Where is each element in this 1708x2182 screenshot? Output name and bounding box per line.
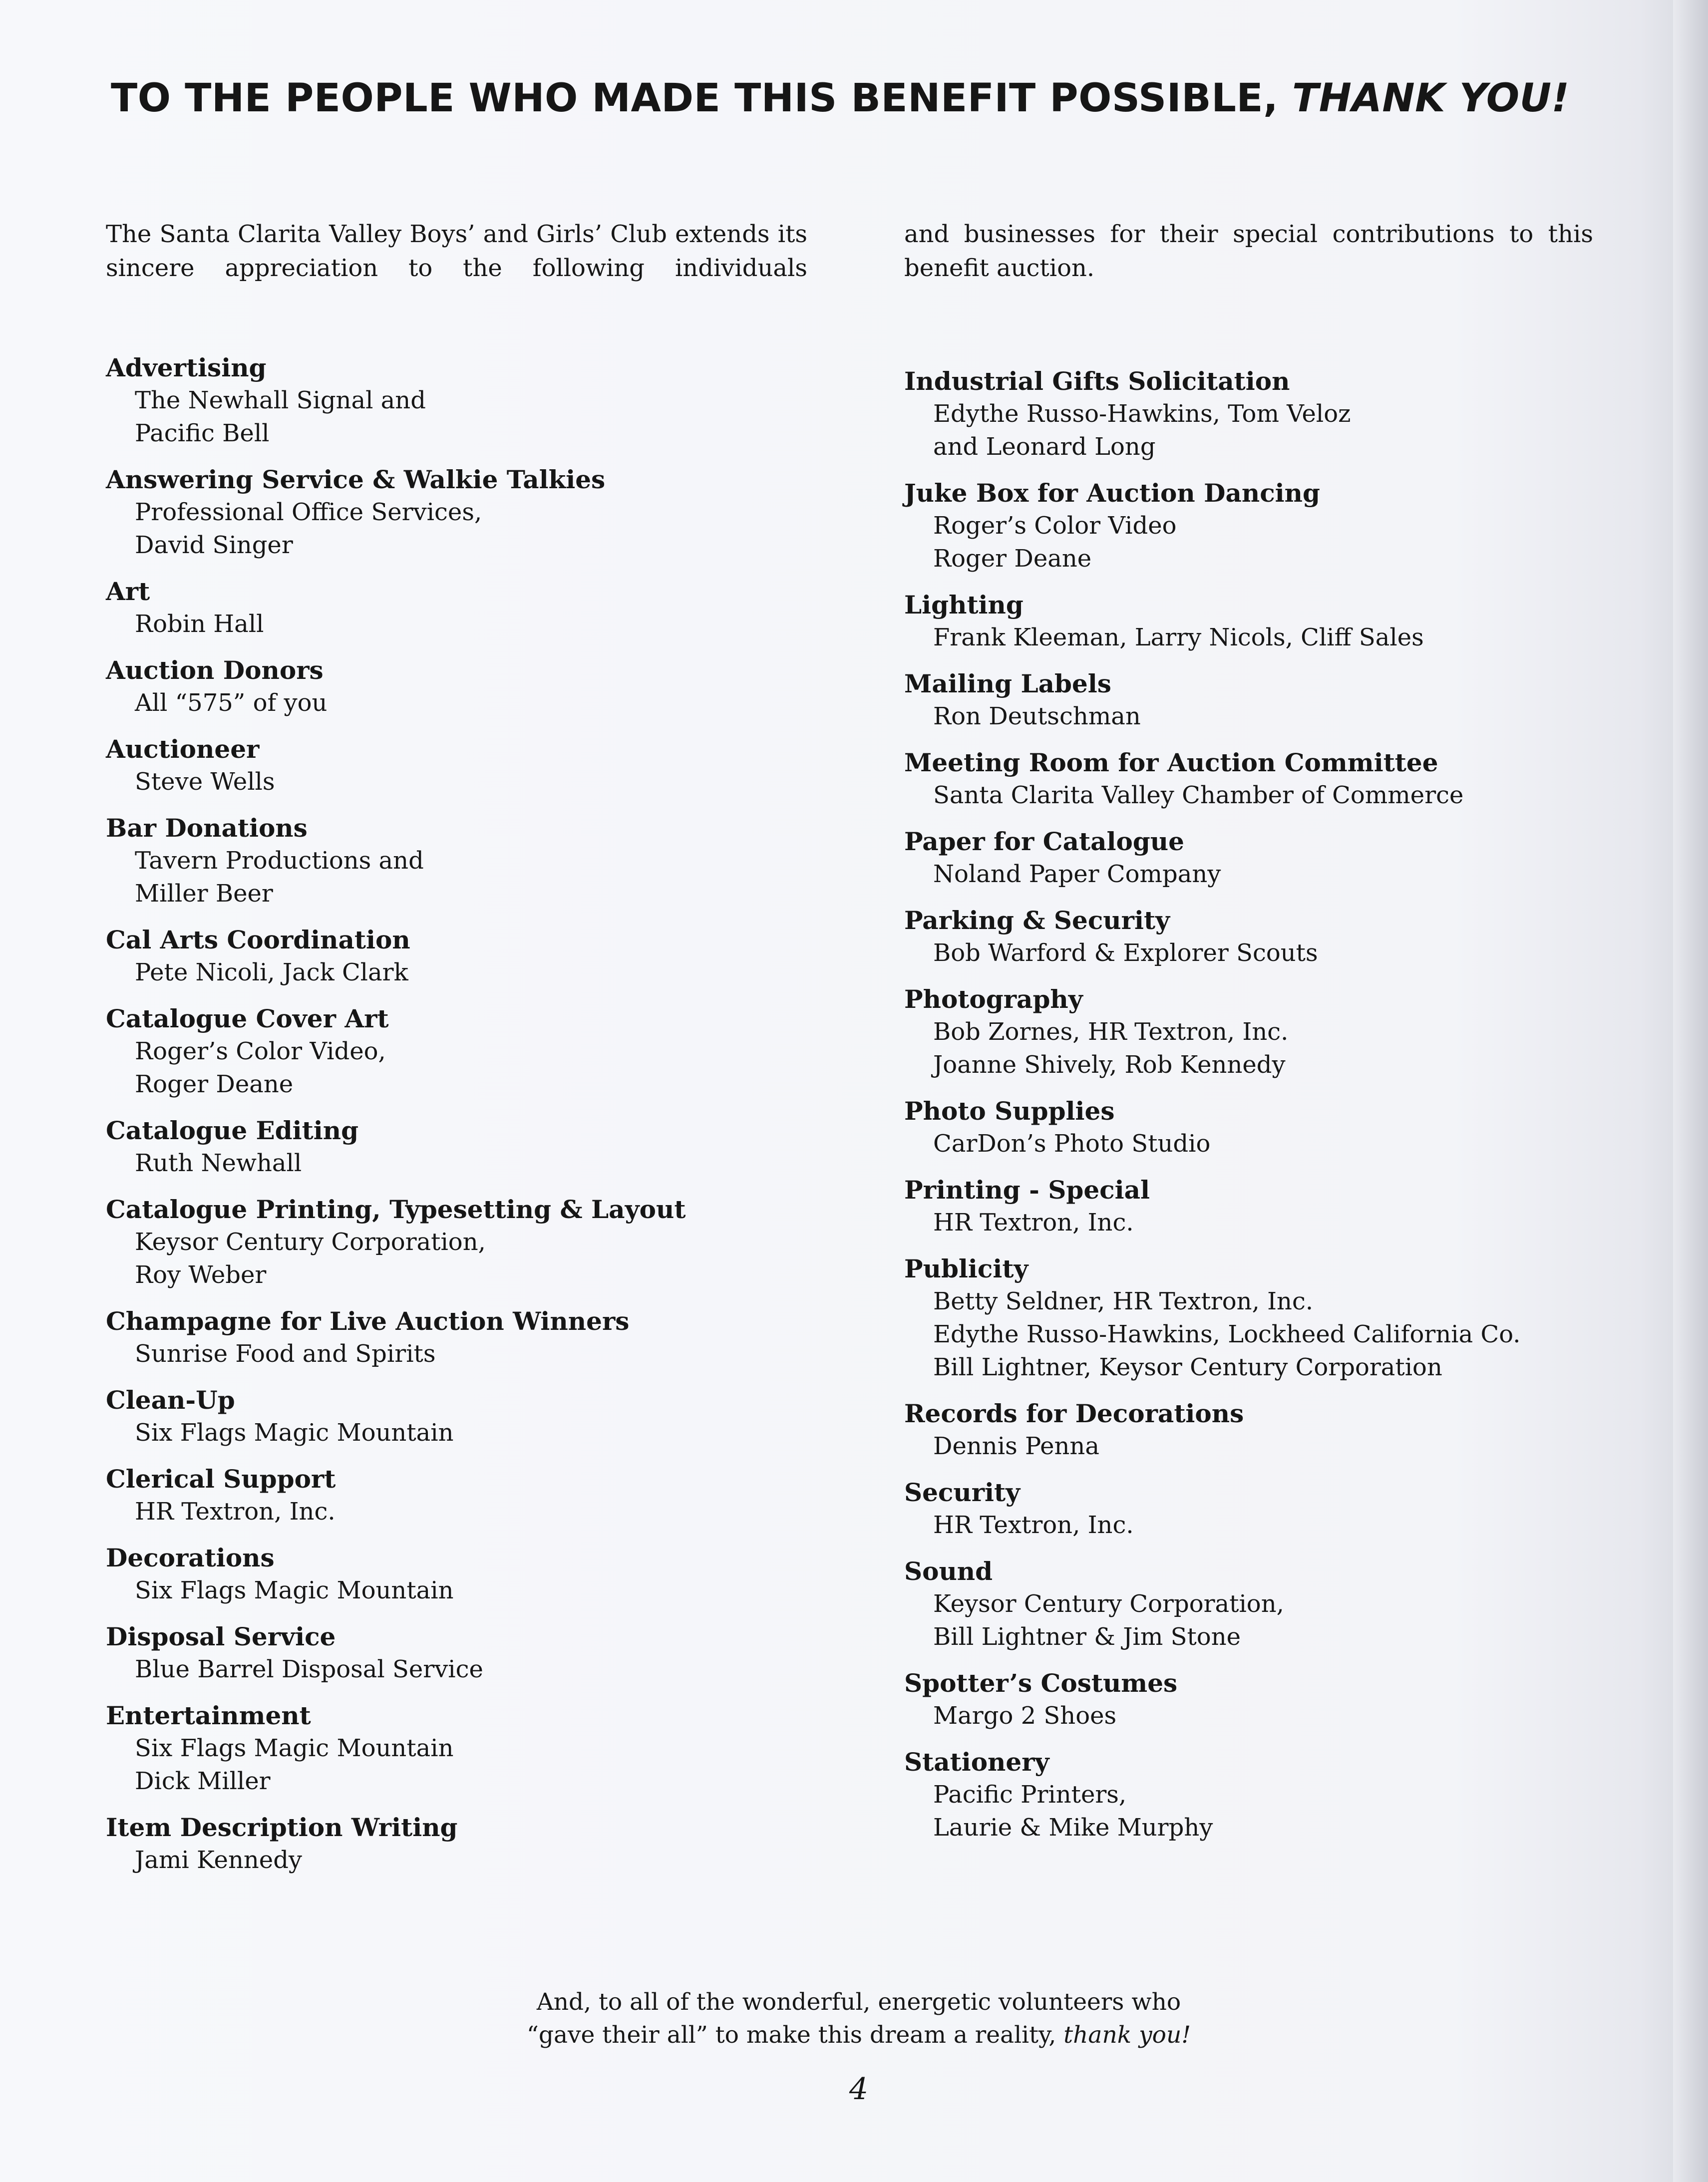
acknowledgement-entry (904, 1398, 1628, 1463)
acknowledgement-name: HR Textron, Inc. (933, 1511, 1134, 1539)
acknowledgement-entry (904, 477, 1628, 575)
acknowledgement-name: Keysor Century Corporation, (933, 1590, 1284, 1618)
acknowledgement-name: Dennis Penna (933, 1432, 1099, 1460)
acknowledgements-left-column (106, 352, 830, 1890)
acknowledgement-name: Steve Wells (135, 768, 275, 796)
acknowledgement-name: David Singer (135, 531, 293, 559)
closing-line-2-emphasis: thank you! (1063, 2021, 1191, 2049)
closing-line-2 (499, 2019, 1218, 2052)
closing-thanks (499, 1986, 1218, 2052)
acknowledgement-category: Disposal Service (106, 1622, 336, 1651)
acknowledgement-name: Margo 2 Shoes (933, 1702, 1117, 1730)
acknowledgement-name: Laurie & Mike Murphy (933, 1814, 1213, 1842)
acknowledgement-name: Edythe Russo-Hawkins, Tom Veloz (933, 400, 1351, 428)
acknowledgement-entry (904, 1746, 1628, 1844)
acknowledgement-name: Roger’s Color Video, (135, 1037, 386, 1065)
acknowledgement-entry (106, 1305, 830, 1370)
acknowledgement-entry (904, 1095, 1628, 1160)
closing-line-1: And, to all of the wonderful, energetic volunteers who (536, 1988, 1181, 2016)
acknowledgement-name: Dick Miller (135, 1767, 271, 1795)
acknowledgement-entry (106, 1542, 830, 1607)
acknowledgement-category: Parking & Security (904, 906, 1170, 935)
acknowledgement-entry (106, 1621, 830, 1686)
acknowledgement-category: Auction Donors (106, 655, 324, 685)
acknowledgement-category: Bar Donations (106, 813, 308, 843)
acknowledgement-category: Lighting (904, 590, 1024, 620)
acknowledgement-category: Meeting Room for Auction Committee (904, 748, 1438, 777)
page-title-main: TO THE PEOPLE WHO MADE THIS BENEFIT POSSIBLE, (111, 76, 1279, 121)
page-title-emphasis: THANK YOU! (1292, 76, 1570, 121)
acknowledgement-name: Bill Lightner, Keysor Century Corporation (933, 1353, 1442, 1381)
acknowledgement-name: Roger Deane (933, 545, 1092, 573)
acknowledgement-category: Item Description Writing (106, 1813, 458, 1842)
acknowledgement-entry (106, 1003, 830, 1101)
closing-line-2-text: “gave their all” to make this dream a reality, (526, 2021, 1056, 2049)
acknowledgement-entry (904, 826, 1628, 891)
acknowledgement-name: Frank Kleeman, Larry Nicols, Cliff Sales (933, 623, 1424, 651)
acknowledgement-name: Six Flags Magic Mountain (135, 1576, 454, 1604)
acknowledgement-entry (106, 1194, 830, 1291)
page-number: 4 (849, 2072, 869, 2107)
acknowledgement-entry (106, 924, 830, 989)
acknowledgement-name: Pacific Printers, (933, 1781, 1127, 1809)
acknowledgement-name: CarDon’s Photo Studio (933, 1130, 1211, 1158)
acknowledgement-entry (106, 1115, 830, 1180)
acknowledgement-category: Stationery (904, 1747, 1049, 1777)
acknowledgement-entry (904, 747, 1628, 812)
acknowledgement-category: Publicity (904, 1254, 1028, 1283)
acknowledgement-name: Keysor Century Corporation, (135, 1228, 486, 1256)
intro-paragraph-left: The Santa Clarita Valley Boys’ and Girls’ Club extends its sincere appreciation to the following individuals (106, 220, 807, 282)
acknowledgement-name: Ruth Newhall (135, 1149, 302, 1177)
acknowledgement-entry (106, 1812, 830, 1876)
acknowledgement-entry (904, 1667, 1628, 1732)
acknowledgement-entry (904, 983, 1628, 1081)
acknowledgement-name: Pete Nicoli, Jack Clark (135, 958, 408, 986)
acknowledgement-name: Bob Warford & Explorer Scouts (933, 939, 1318, 967)
acknowledgement-category: Mailing Labels (904, 669, 1111, 698)
acknowledgement-category: Spotter’s Costumes (904, 1668, 1178, 1698)
acknowledgement-entry (106, 1700, 830, 1798)
acknowledgement-category: Security (904, 1478, 1021, 1507)
acknowledgement-name: and Leonard Long (933, 433, 1156, 461)
acknowledgement-category: Art (106, 577, 150, 606)
acknowledgement-entry (904, 365, 1628, 463)
acknowledgement-name: Robin Hall (135, 610, 264, 638)
acknowledgement-entry (904, 1253, 1628, 1384)
acknowledgement-category: Paper for Catalogue (904, 827, 1184, 856)
acknowledgement-entry (106, 1463, 830, 1528)
acknowledgement-name: Blue Barrel Disposal Service (135, 1655, 483, 1683)
acknowledgement-entry (904, 1174, 1628, 1239)
intro-paragraph-right: and businesses for their special contributions to this benefit auction. (904, 220, 1593, 282)
acknowledgement-name: Roy Weber (135, 1261, 267, 1289)
acknowledgement-category: Advertising (106, 353, 267, 382)
acknowledgement-entry (904, 905, 1628, 969)
acknowledgement-category: Clerical Support (106, 1464, 336, 1494)
acknowledgement-entry (106, 464, 830, 562)
acknowledgement-category: Records for Decorations (904, 1399, 1244, 1428)
acknowledgement-name: Six Flags Magic Mountain (135, 1419, 454, 1447)
acknowledgement-entry (904, 589, 1628, 654)
acknowledgement-name: Betty Seldner, HR Textron, Inc. (933, 1287, 1314, 1315)
page-spine-shadow (1673, 0, 1708, 2182)
acknowledgement-name: Professional Office Services, (135, 498, 482, 526)
acknowledgement-name: The Newhall Signal and (135, 386, 426, 414)
acknowledgement-entry (106, 1384, 830, 1449)
acknowledgement-category: Printing - Special (904, 1175, 1150, 1205)
acknowledgement-category: Answering Service & Walkie Talkies (106, 465, 606, 494)
acknowledgement-name: Pacific Bell (135, 419, 270, 447)
acknowledgement-entry (106, 733, 830, 798)
acknowledgement-category: Champagne for Live Auction Winners (106, 1306, 630, 1336)
acknowledgement-category: Sound (904, 1557, 993, 1586)
acknowledgement-category: Auctioneer (106, 734, 260, 764)
acknowledgement-category: Catalogue Editing (106, 1116, 359, 1145)
acknowledgement-name: Ron Deutschman (933, 702, 1141, 730)
acknowledgement-entry (904, 668, 1628, 733)
acknowledgement-category: Entertainment (106, 1701, 311, 1730)
acknowledgement-name: Tavern Productions and (135, 847, 424, 875)
page-title (111, 76, 1609, 121)
acknowledgement-name: All “575” of you (135, 689, 328, 717)
acknowledgement-name: Noland Paper Company (933, 860, 1221, 888)
acknowledgement-entry (106, 352, 830, 450)
acknowledgement-category: Photography (904, 984, 1083, 1014)
acknowledgement-category: Clean-Up (106, 1385, 235, 1415)
acknowledgement-name: Sunrise Food and Spirits (135, 1340, 436, 1368)
acknowledgement-name: Edythe Russo-Hawkins, Lockheed California Co. (933, 1320, 1521, 1348)
acknowledgement-name: Bill Lightner & Jim Stone (933, 1623, 1241, 1651)
acknowledgement-category: Juke Box for Auction Dancing (904, 478, 1320, 508)
acknowledgement-category: Catalogue Printing, Typesetting & Layout (106, 1195, 686, 1224)
acknowledgement-category: Industrial Gifts Solicitation (904, 366, 1290, 396)
acknowledgement-category: Decorations (106, 1543, 275, 1572)
acknowledgement-name: Bob Zornes, HR Textron, Inc. (933, 1018, 1289, 1046)
acknowledgement-entry (106, 812, 830, 910)
acknowledgement-entry (106, 576, 830, 640)
acknowledgement-entry (904, 1477, 1628, 1542)
acknowledgement-name: Roger Deane (135, 1070, 294, 1098)
acknowledgement-name: Roger’s Color Video (933, 512, 1177, 540)
acknowledgement-category: Photo Supplies (904, 1096, 1115, 1126)
acknowledgement-name: Jami Kennedy (135, 1846, 303, 1874)
acknowledgement-name: Santa Clarita Valley Chamber of Commerce (933, 781, 1464, 809)
acknowledgements-right-column (904, 365, 1628, 1858)
acknowledgement-entry (106, 654, 830, 719)
acknowledgement-category: Catalogue Cover Art (106, 1004, 389, 1033)
acknowledgement-name: Miller Beer (135, 880, 273, 908)
acknowledgement-name: HR Textron, Inc. (135, 1498, 336, 1526)
acknowledgement-name: Joanne Shively, Rob Kennedy (933, 1051, 1286, 1079)
acknowledgement-entry (904, 1556, 1628, 1653)
acknowledgement-category: Cal Arts Coordination (106, 925, 410, 954)
acknowledgement-name: HR Textron, Inc. (933, 1209, 1134, 1237)
acknowledgement-name: Six Flags Magic Mountain (135, 1734, 454, 1762)
